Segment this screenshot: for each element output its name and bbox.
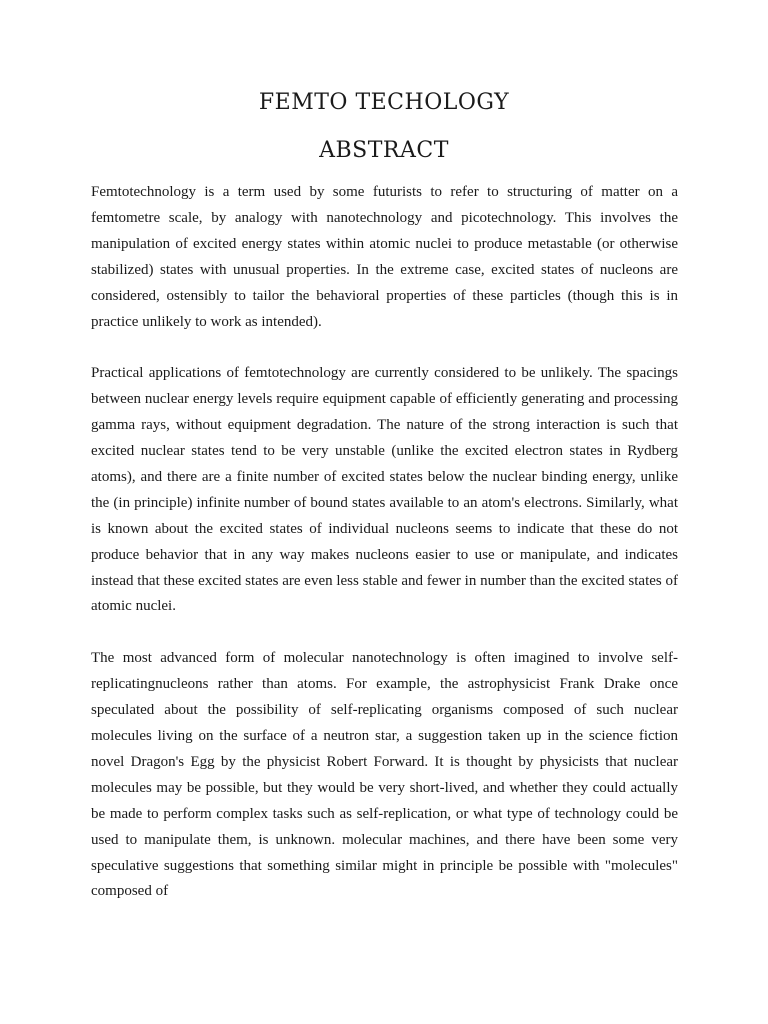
paragraph-3: The most advanced form of molecular nanotechnology is often imagined to involve self-replicatingnucleons rather than atoms. For example, the astrophysicist Frank Drake once speculated about the possibility of self-replicating organisms composed of such nuclear molecules living on the surface of a neutron star, a suggestion taken up in the science fiction novel Dragon's Egg by the physicist Robert Forward. It is thought by physicists that nuclear molecules may be possible, but they would be very short-lived, and whether they could actually be made to perform complex tasks such as self-replication, or what type of technology could be used to manipulate them, is unknown. molecular machines, and there have been some very speculative suggestions that something similar might in principle be possible with "molecules" composed of [91, 650, 678, 900]
document-title: FEMTO TECHOLOGY [258, 90, 510, 115]
document-body [91, 180, 678, 931]
abstract-heading: ABSTRACT [319, 138, 449, 163]
paragraph-2: Practical applications of femtotechnology are currently considered to be unlikely. The spacings between nuclear energy levels require equipment capable of efficiently generating and processing gamma rays, without equipment degradation. The nature of the strong interaction is such that excited nuclear states tend to be very unstable (unlike the excited electron states in Rydberg atoms), and there are a finite number of excited states below the nuclear binding energy, unlike the (in principle) infinite number of bound states available to an atom's electrons. Similarly, what is known about the excited states of individual nucleons seems to indicate that these do not produce behavior that in any way makes nucleons easier to use or manipulate, and indicates instead that these excited states are even less stable and fewer in number than the excited states of atomic nuclei. [91, 365, 678, 615]
paragraph-1: Femtotechnology is a term used by some futurists to refer to structuring of matter on a femtometre scale, by analogy with nanotechnology and picotechnology. This involves the manipulation of excited energy states within atomic nuclei to produce metastable (or otherwise stabilized) states with unusual properties. In the extreme case, excited states of nucleons are considered, ostensibly to tailor the behavioral properties of these particles (though this is in practice unlikely to work as intended). [91, 184, 678, 330]
